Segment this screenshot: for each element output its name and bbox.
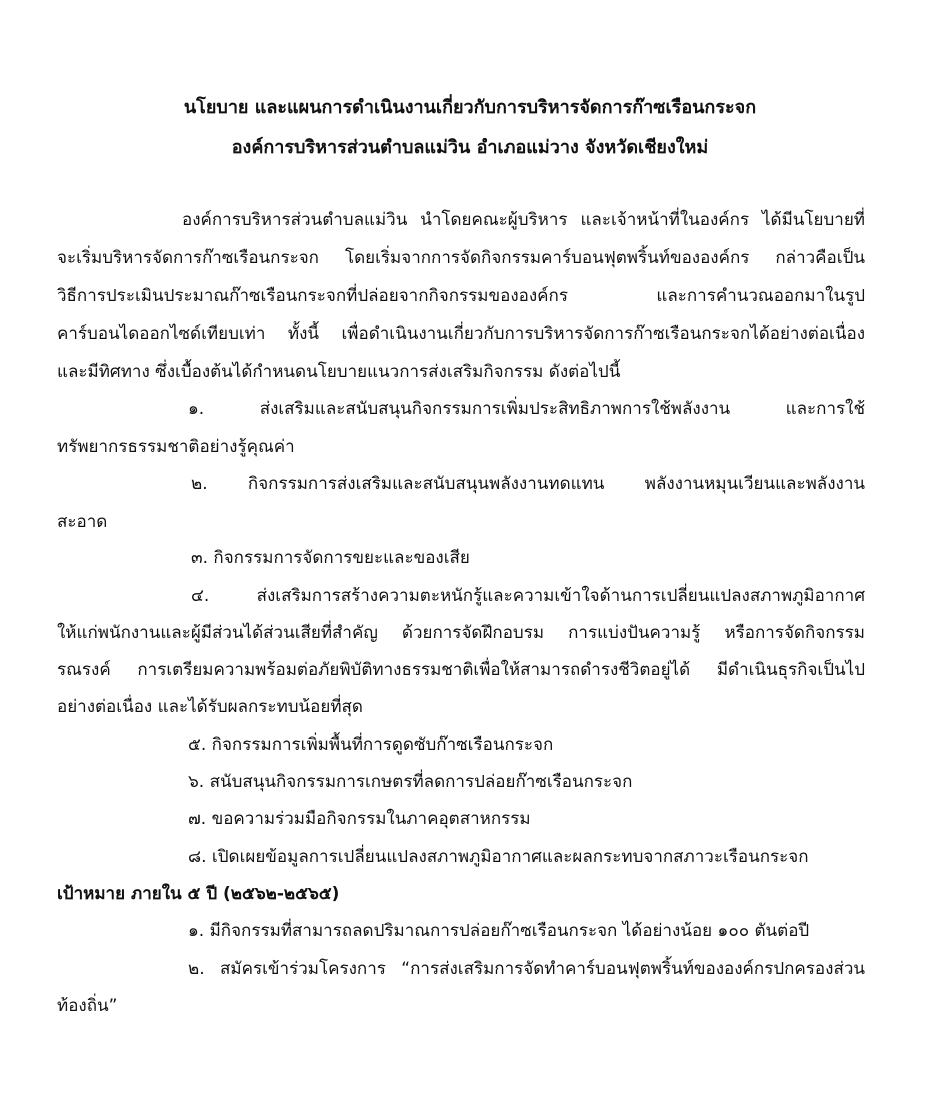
policy-item-4-line-1: ๔. ส่งเสริมการสร้างความตะหนักรู้และความเข้าใจด้านการเปลี่ยนแปลงสภาพภูมิอากาศ xyxy=(191,586,865,606)
intro-line-5: และมีทิศทาง ซึ่งเบื้องต้นได้กำหนดนโยบายแนวการส่งเสริมกิจกรรม ดังต่อไปนี้ xyxy=(57,362,621,382)
policy-item-8: ๘. เปิดเผยข้อมูลการเปลี่ยนแปลงสภาพภูมิอากาศและผลกระทบจากสภาวะเรือนกระจก xyxy=(188,847,809,867)
policy-item-5: ๕. กิจกรรมการเพิ่มพื้นที่การดูดซับก๊าซเรือนกระจก xyxy=(188,735,554,755)
goal-item-2-line-2: ท้องถิ่น” xyxy=(57,996,118,1016)
policy-item-2-line-2: สะอาด xyxy=(57,512,108,532)
goal-item-2-line-1: ๒. สมัครเข้าร่วมโครงการ “การส่งเสริมการจัดทำคาร์บอนฟุตพริ้นท์ขององค์กรปกครองส่วน xyxy=(188,959,865,979)
policy-item-4-line-3: รณรงค์ การเตรียมความพร้อมต่อภัยพิบัติทางธรรมชาติเพื่อให้สามารถดำรงชีวิตอยู่ได้ มีดำเนินธุรกิจเป็นไป xyxy=(57,660,865,680)
document-title-line-1: นโยบาย และแผนการดำเนินงานเกี่ยวกับการบริหารจัดการก๊าซเรือนกระจก xyxy=(183,97,757,118)
document-title-line-2: องค์การบริหารส่วนตำบลแม่วิน อำเภอแม่วาง จังหวัดเชียงใหม่ xyxy=(231,137,709,158)
goals-heading: เป้าหมาย ภายใน ๕ ปี (๒๕๖๒-๒๕๖๕) xyxy=(57,884,340,904)
intro-line-2: จะเริ่มบริหารจัดการก๊าซเรือนกระจก โดยเริ่มจากการจัดกิจกรรมคาร์บอนฟุตพริ้นท์ขององค์กร กล่าวคือเป็น xyxy=(57,248,865,268)
policy-item-3: ๓. กิจกรรมการจัดการขยะและของเสีย xyxy=(191,548,470,568)
policy-item-6: ๖. สนับสนุนกิจกรรมการเกษตรที่ลดการปล่อยก๊าซเรือนกระจก xyxy=(188,772,633,792)
policy-item-2-line-1: ๒. กิจกรรมการส่งเสริมและสนับสนุนพลังงานทดแทน พลังงานหมุนเวียนและพลังงาน xyxy=(191,474,865,494)
policy-item-1-line-2: ทรัพยากรธรรมชาติอย่างรู้คุณค่า xyxy=(57,437,295,457)
policy-item-4-line-4: อย่างต่อเนื่อง และได้รับผลกระทบน้อยที่สุด xyxy=(57,697,363,717)
policy-item-7: ๗. ขอความร่วมมือกิจกรรมในภาคอุตสาหกรรม xyxy=(188,809,531,829)
policy-item-1-line-1: ๑. ส่งเสริมและสนับสนุนกิจกรรมการเพิ่มประสิทธิภาพการใช้พลังงาน และการใช้ xyxy=(188,399,865,419)
goal-item-1: ๑. มีกิจกรรมที่สามารถลดปริมาณการปล่อยก๊าซเรือนกระจก ได้อย่างน้อย ๑๐๐ ตันต่อปี xyxy=(188,921,810,941)
intro-line-1: องค์การบริหารส่วนตำบลแม่วิน นำโดยคณะผู้บริหาร และเจ้าหน้าที่ในองค์กร ได้มีนโยบายที่ xyxy=(182,210,865,230)
intro-line-4: คาร์บอนไดออกไซด์เทียบเท่า ทั้งนี้ เพื่อดำเนินงานเกี่ยวกับการบริหารจัดการก๊าซเรือนกระจกได้อย่างต่อเนื่อง xyxy=(57,324,865,344)
policy-item-4-line-2: ให้แก่พนักงานและผู้มีส่วนได้ส่วนเสียที่สำคัญ ด้วยการจัดฝึกอบรม การแบ่งปันความรู้ หรือการจัดกิจกรรม xyxy=(57,623,865,643)
intro-line-3: วิธีการประเมินประมาณก๊าซเรือนกระจกที่ปล่อยจากกิจกรรมขององค์กร และการคำนวณออกมาในรูป xyxy=(57,286,865,306)
